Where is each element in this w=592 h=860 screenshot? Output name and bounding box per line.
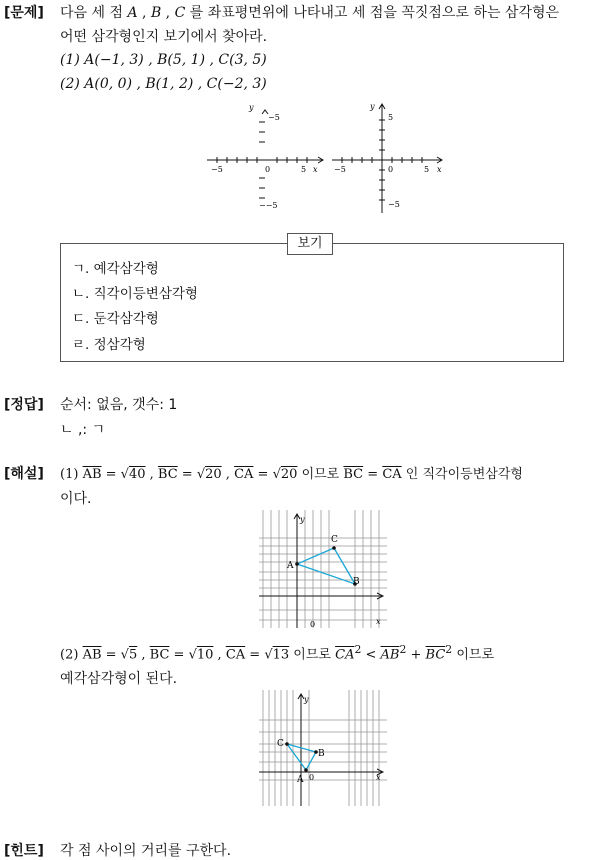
problem-label: [문제] xyxy=(4,5,44,21)
problem-q2: (2) A(0, 0) , B(1, 2) , C(−2, 3) xyxy=(60,76,267,92)
svg-text:5: 5 xyxy=(424,165,430,174)
svg-text:C: C xyxy=(331,535,338,545)
solution-figure-2 xyxy=(259,690,389,808)
solution-label: [해설] xyxy=(4,466,44,482)
svg-text:x: x xyxy=(376,617,381,626)
coordinate-plane-1 xyxy=(205,100,325,215)
coordinate-plane-2 xyxy=(330,100,445,215)
problem-line-2: 어떤 삼각형인지 보기에서 찾아라. xyxy=(60,29,268,45)
answer-line-2: ㄴ ,: ㄱ xyxy=(60,422,106,438)
bogi-title: 보기 xyxy=(287,233,333,255)
answer-label: [정답] xyxy=(4,397,44,413)
svg-text:−5: −5 xyxy=(388,200,400,209)
solution-1-line-1: (1) $\overline{AB} = √40$ , $\overline{BC} = √20$ , $\overline{CA} = √20$ 이므로 $\overline{BC} = \overline{CA}$ 인 직각이등변삼각형 xyxy=(60,467,523,482)
svg-text:B: B xyxy=(318,749,325,759)
svg-text:0: 0 xyxy=(388,165,394,174)
axis-y-label: y xyxy=(249,103,254,112)
hint-label: [힌트] xyxy=(4,843,44,859)
problem-q1: (1) A(−1, 3) , B(5, 1) , C(3, 5) xyxy=(60,52,267,68)
svg-text:0: 0 xyxy=(310,620,316,628)
graph1-top-tick: −5 xyxy=(268,113,280,122)
hint-text: 각 점 사이의 거리를 구한다. xyxy=(60,843,232,859)
axis-x-label: x xyxy=(313,165,318,174)
solution-2-line-1: (2) $\overline{AB} = √5$ , $\overline{BC} = √10$ , $\overline{CA} = √13$ 이므로 $\overline{CA}^2 < \overline{AB}^2 + \overline{BC}^2$ 이므로 xyxy=(60,643,495,663)
svg-text:y: y xyxy=(370,102,375,111)
bogi-item-4: ㄹ. 정삼각형 xyxy=(72,337,146,353)
svg-text:x: x xyxy=(376,773,381,782)
graph1-bottom-tick: −−5 xyxy=(259,201,278,210)
graph1-origin: 0 xyxy=(265,165,271,174)
solution-1-line-2: 이다. xyxy=(60,491,92,507)
svg-text:B: B xyxy=(353,577,360,587)
bogi-item-1: ㄱ. 예각삼각형 xyxy=(72,261,159,277)
solution-figure-1 xyxy=(259,510,389,628)
bogi-item-3: ㄷ. 둔각삼각형 xyxy=(72,311,159,327)
graph1-neg5: −5 xyxy=(211,165,223,174)
bogi-item-2: ㄴ. 직각이등변삼각형 xyxy=(72,286,198,302)
graph1-5: 5 xyxy=(301,165,307,174)
solution-2-line-2: 예각삼각형이 된다. xyxy=(60,671,178,687)
svg-text:A: A xyxy=(287,561,294,571)
svg-text:A: A xyxy=(297,775,304,785)
svg-text:y: y xyxy=(304,695,309,704)
svg-text:5: 5 xyxy=(388,113,394,122)
svg-text:y: y xyxy=(300,515,305,524)
svg-text:0: 0 xyxy=(309,773,315,782)
svg-text:C: C xyxy=(277,739,284,749)
answer-line-1: 순서: 없음, 갯수: 1 xyxy=(60,397,178,413)
svg-text:−5: −5 xyxy=(334,165,346,174)
svg-text:x: x xyxy=(437,165,442,174)
problem-line-1: 다음 세 점 A , B , C 를 좌표평면위에 나타내고 세 점을 꼭짓점으로 하는 삼각형은 xyxy=(60,5,560,21)
